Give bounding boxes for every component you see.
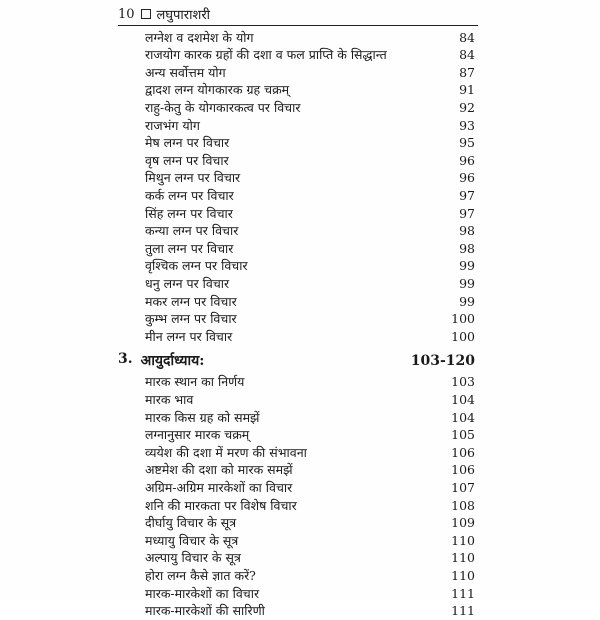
toc-entry xyxy=(145,239,475,257)
chapter-heading xyxy=(118,351,475,371)
toc-entry-title: होरा लग्न कैसे ज्ञात करें? xyxy=(145,567,256,583)
toc-entry-title: कन्या लग्न पर विचार xyxy=(145,223,239,239)
toc-entry-page: 110 xyxy=(451,532,475,548)
toc-entry-title: मारक किस ग्रह को समझें xyxy=(145,409,260,425)
toc-entry-page: 100 xyxy=(451,311,475,327)
toc-entry xyxy=(145,496,475,514)
toc-entry-page: 98 xyxy=(459,240,475,256)
toc-entry-title: राहु-केतु के योगकारकत्व पर विचार xyxy=(145,99,301,115)
toc-entry-page: 96 xyxy=(459,170,475,186)
toc-entry-page: 109 xyxy=(451,515,475,531)
toc-entry-title: अन्य सर्वोत्तम योग xyxy=(145,64,226,80)
toc-entry xyxy=(145,443,475,461)
chapter-title: आयुर्दाध्याय: xyxy=(140,353,205,370)
toc-entry-title: मेष लग्न पर विचार xyxy=(145,135,230,151)
toc-entry xyxy=(145,566,475,584)
chapter-number: 3. xyxy=(118,351,133,368)
toc-entry-title: मारक-मारकेशों की सारिणी xyxy=(145,603,265,619)
toc-entry xyxy=(145,257,475,275)
toc-entry-title: कर्क लग्न पर विचार xyxy=(145,187,234,203)
toc-entry-page: 87 xyxy=(459,64,475,80)
toc-entry-page: 99 xyxy=(459,258,475,274)
toc-entry xyxy=(145,204,475,222)
toc-entry xyxy=(145,478,475,496)
toc-entry xyxy=(145,81,475,99)
toc-entry-title: सिंह लग्न पर विचार xyxy=(145,205,233,221)
square-bullet-icon xyxy=(141,9,151,19)
toc-entry-title: वृष लग्न पर विचार xyxy=(145,152,229,168)
toc-entry xyxy=(145,531,475,549)
toc-entry-title: तुला लग्न पर विचार xyxy=(145,240,234,256)
toc-entry xyxy=(145,310,475,328)
toc-entry xyxy=(145,186,475,204)
page-header xyxy=(118,4,210,24)
toc-entry xyxy=(145,274,475,292)
toc-entry-page: 104 xyxy=(451,391,475,407)
toc-entry xyxy=(145,151,475,169)
toc-entry-title: अग्रिम-अग्रिम मारकेशों का विचार xyxy=(145,479,293,495)
toc-entry-title: राजभंग योग xyxy=(145,117,200,133)
toc-entry-page: 96 xyxy=(459,152,475,168)
toc-entry xyxy=(145,292,475,310)
header-rule xyxy=(118,25,478,26)
toc-entry-page: 99 xyxy=(459,293,475,309)
toc-entry-page: 111 xyxy=(451,603,475,619)
toc-entry-page: 105 xyxy=(451,427,475,443)
toc-entry-title: लग्नानुसार मारक चक्रम् xyxy=(145,427,250,443)
toc-entry-title: लग्नेश व दशमेश के योग xyxy=(145,29,254,45)
toc-entry-page: 95 xyxy=(459,135,475,151)
toc-entry xyxy=(145,169,475,187)
toc-entry-page: 106 xyxy=(451,462,475,478)
toc-entry-page: 110 xyxy=(451,567,475,583)
toc-entry-page: 91 xyxy=(459,82,475,98)
toc-entry xyxy=(145,327,475,345)
toc-entry xyxy=(145,584,475,602)
toc-entry-title: द्वादश लग्न योगकारक ग्रह चक्रम् xyxy=(145,82,290,98)
toc-entry xyxy=(145,390,475,408)
toc-entry xyxy=(145,134,475,152)
book-title: लघुपाराशरी xyxy=(156,8,211,23)
chapter-page-range: 103-120 xyxy=(410,352,475,369)
toc-entry-title: मध्यायु विचार के सूत्र xyxy=(145,532,239,548)
toc-entry xyxy=(145,602,475,620)
toc-entry-page: 97 xyxy=(459,187,475,203)
toc-entry-title: मीन लग्न पर विचार xyxy=(145,328,233,344)
toc-entry xyxy=(145,28,475,46)
toc-entry xyxy=(145,116,475,134)
toc-entry xyxy=(145,46,475,64)
toc-entry xyxy=(145,408,475,426)
toc-entry-title: कुम्भ लग्न पर विचार xyxy=(145,311,237,327)
page-number: 10 xyxy=(118,6,135,22)
toc-entry-title: दीर्घायु विचार के सूत्र xyxy=(145,515,237,531)
toc-entry-page: 106 xyxy=(451,444,475,460)
toc-entry-page: 92 xyxy=(459,99,475,115)
toc-entry-title: राजयोग कारक ग्रहों की दशा व फल प्राप्ति के सिद्धान्त xyxy=(145,47,387,63)
toc-entry-title: अल्पायु विचार के सूत्र xyxy=(145,550,241,566)
toc-entry-page: 100 xyxy=(451,328,475,344)
toc-entry-page: 108 xyxy=(451,497,475,513)
toc-entry xyxy=(145,98,475,116)
toc-entry-title: मारक-मारकेशों का विचार xyxy=(145,585,260,601)
toc-entry xyxy=(145,514,475,532)
toc-entry-page: 111 xyxy=(451,585,475,601)
toc-entry-page: 84 xyxy=(459,47,475,63)
toc-entry xyxy=(145,549,475,567)
toc-entry-title: मिथुन लग्न पर विचार xyxy=(145,170,241,186)
toc-entry-title: व्ययेश की दशा में मरण की संभावना xyxy=(145,444,307,460)
toc-entry-page: 99 xyxy=(459,275,475,291)
toc-entry-page: 103 xyxy=(451,374,475,390)
toc-entry-title: शनि की मारकता पर विशेष विचार xyxy=(145,497,297,513)
toc-entry xyxy=(145,222,475,240)
toc-entry-page: 93 xyxy=(459,117,475,133)
toc-entry xyxy=(145,373,475,391)
toc-entry-page: 107 xyxy=(451,479,475,495)
toc-entry-title: अष्टमेश की दशा को मारक समझें xyxy=(145,462,293,478)
toc-entry-page: 104 xyxy=(451,409,475,425)
toc-entry-page: 110 xyxy=(451,550,475,566)
toc-entry-page: 97 xyxy=(459,205,475,221)
toc-entry xyxy=(145,461,475,479)
toc-entry-page: 98 xyxy=(459,223,475,239)
toc-entry xyxy=(145,63,475,81)
toc-entry-page: 84 xyxy=(459,29,475,45)
toc-entry-title: मारक स्थान का निर्णय xyxy=(145,374,245,390)
toc-entry-title: धनु लग्न पर विचार xyxy=(145,275,230,291)
toc-entry-title: मारक भाव xyxy=(145,391,194,407)
toc-entry-title: मकर लग्न पर विचार xyxy=(145,293,237,309)
toc-entry xyxy=(145,426,475,444)
toc-entry-title: वृश्चिक लग्न पर विचार xyxy=(145,258,248,274)
